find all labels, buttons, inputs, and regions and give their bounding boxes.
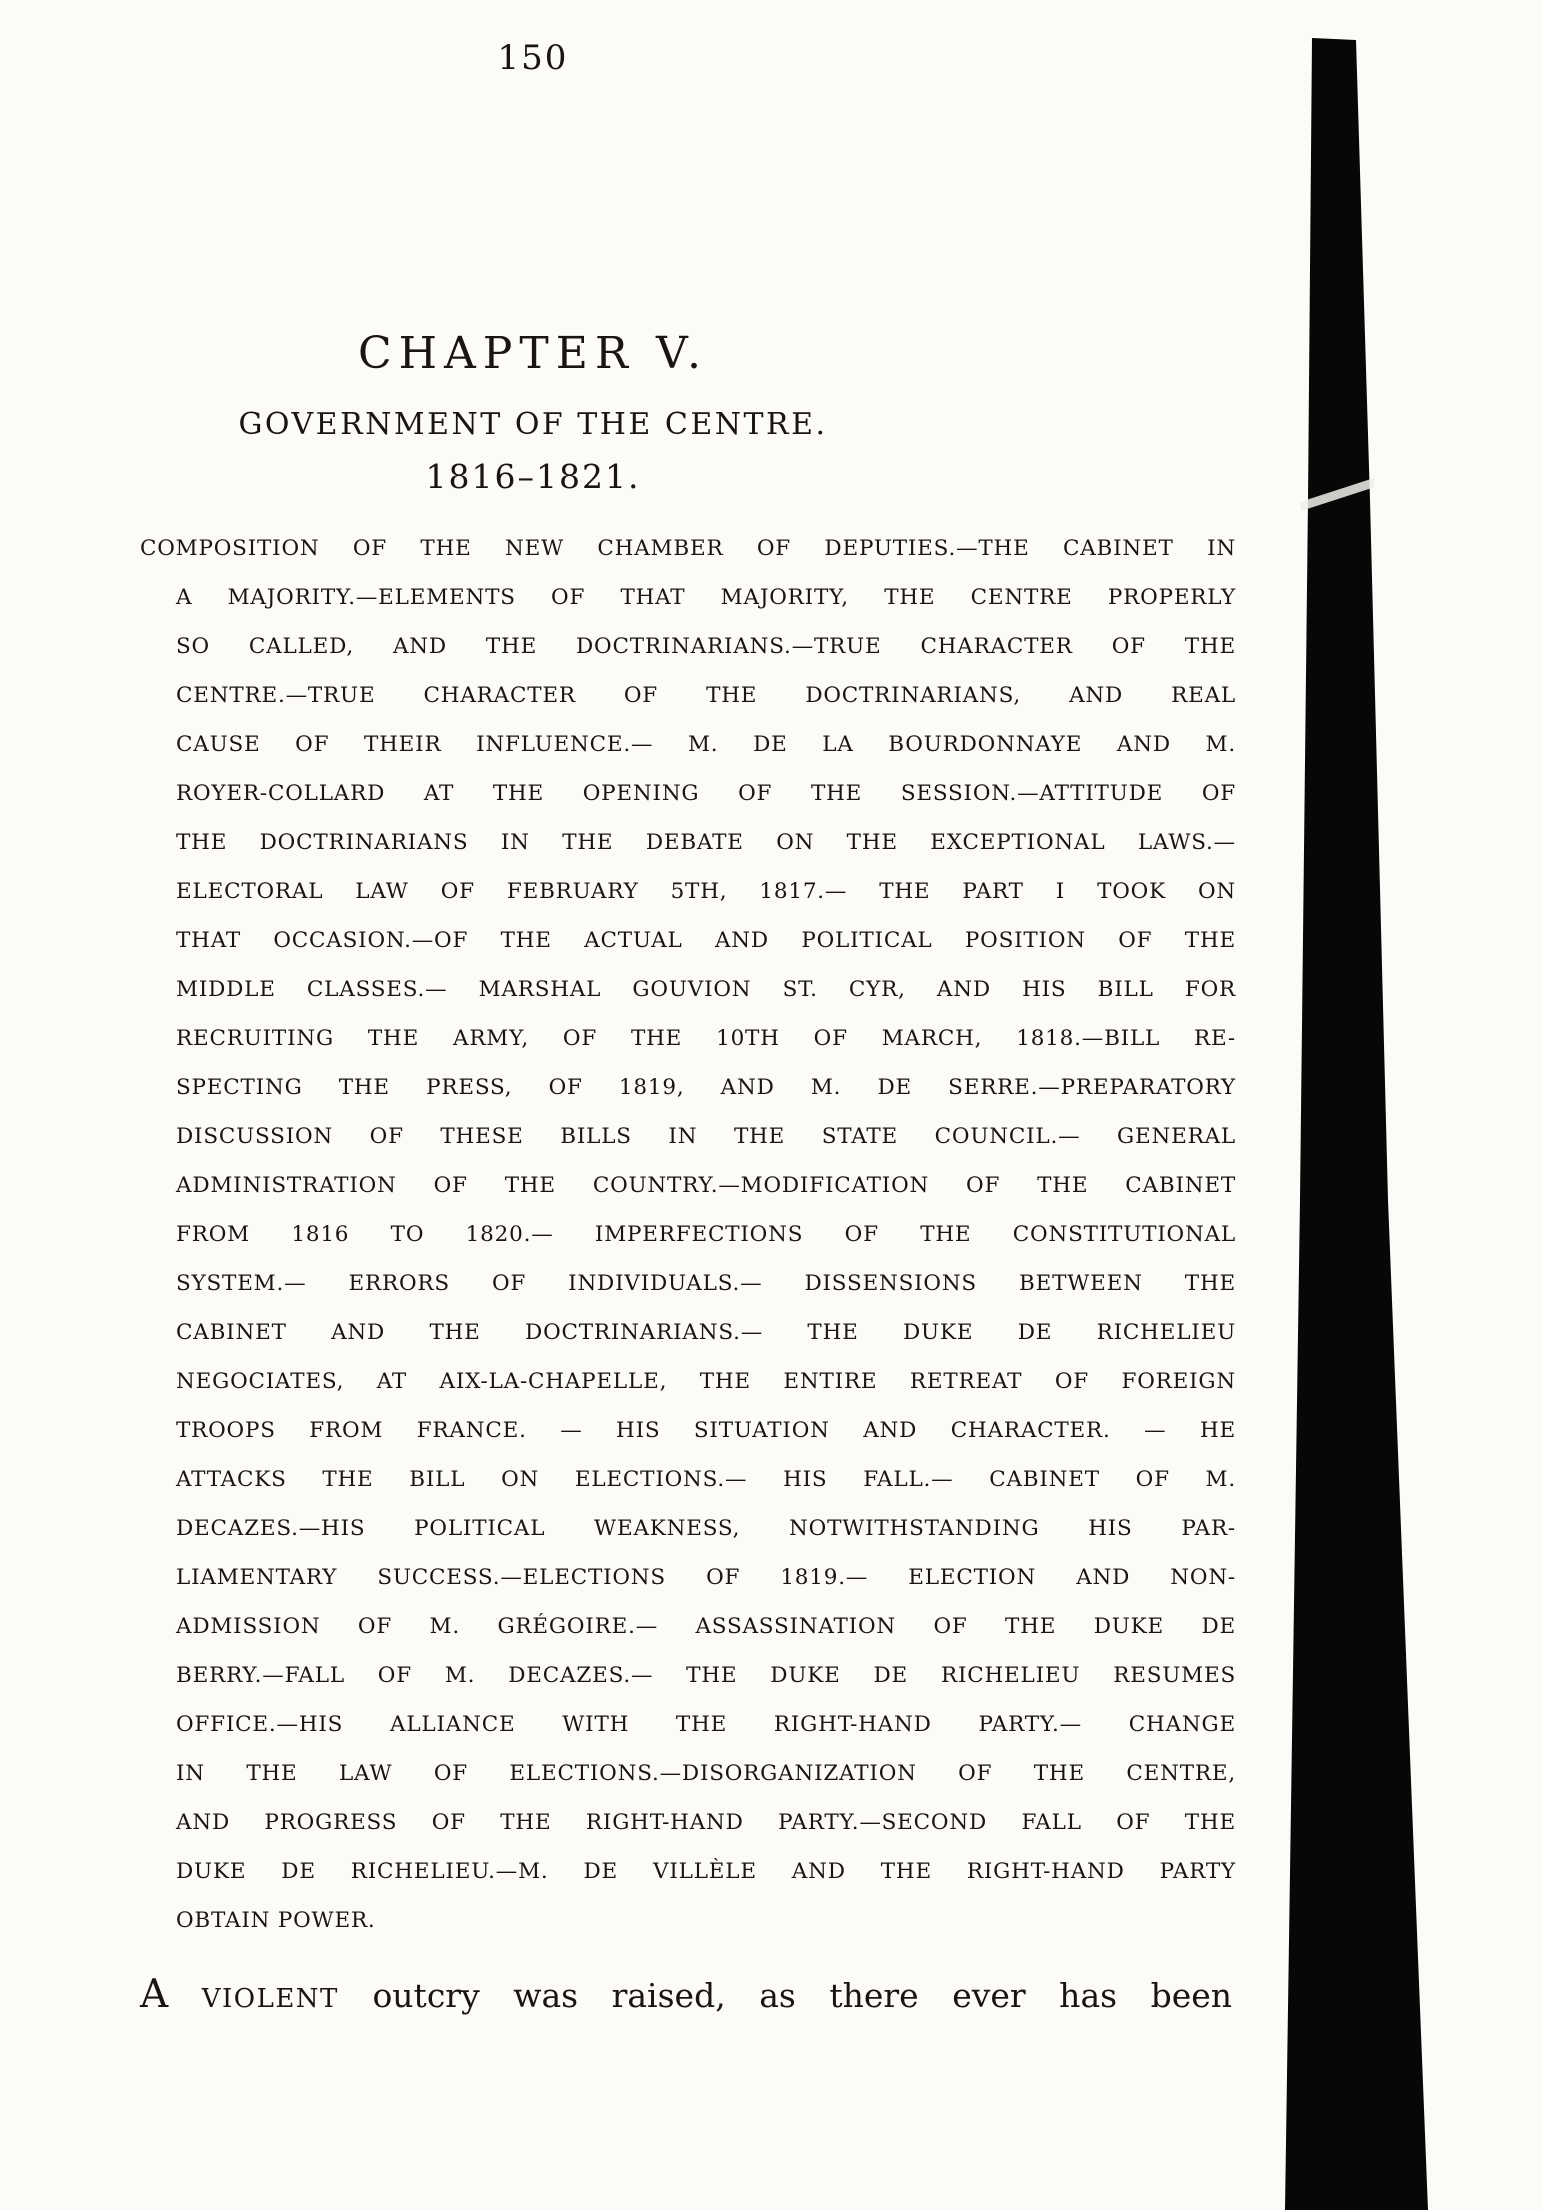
summary-line: SO CALLED, AND THE DOCTRINARIANS.—TRUE CHARACTER OF THE — [176, 634, 1236, 659]
summary-line: DISCUSSION OF THESE BILLS IN THE STATE COUNCIL.— GENERAL — [176, 1124, 1236, 1149]
summary-line: ADMISSION OF M. GRÉGOIRE.— ASSASSINATION OF THE DUKE DE — [176, 1614, 1236, 1639]
summary-line: IN THE LAW OF ELECTIONS.—DISORGANIZATION OF THE CENTRE, — [176, 1761, 1236, 1786]
summary-line: DECAZES.—HIS POLITICAL WEAKNESS, NOTWITHSTANDING HIS PAR- — [176, 1516, 1236, 1541]
body-first-line — [140, 1972, 1232, 2017]
chapter-date-range: 1816–1821. — [425, 457, 641, 496]
summary-line: ROYER-COLLARD AT THE OPENING OF THE SESSION.—ATTITUDE OF — [176, 781, 1236, 806]
lead-capital: A — [140, 1972, 169, 2017]
chapter-summary — [140, 524, 1236, 1945]
chapter-subtitle: GOVERNMENT OF THE CENTRE. — [238, 407, 828, 442]
summary-line: RECRUITING THE ARMY, OF THE 10TH OF MARCH, 1818.—BILL RE- — [176, 1026, 1236, 1051]
summary-line: ATTACKS THE BILL ON ELECTIONS.— HIS FALL.— CABINET OF M. — [176, 1467, 1236, 1492]
summary-line: MIDDLE CLASSES.— MARSHAL GOUVION ST. CYR, AND HIS BILL FOR — [176, 977, 1236, 1002]
lead-smallcaps-word: VIOLENT — [201, 1984, 339, 2014]
summary-line: BERRY.—FALL OF M. DECAZES.— THE DUKE DE RICHELIEU RESUMES — [176, 1663, 1236, 1688]
scan-artifact-black-bar — [1270, 0, 1542, 2210]
summary-line: AND PROGRESS OF THE RIGHT-HAND PARTY.—SECOND FALL OF THE — [176, 1810, 1236, 1835]
summary-line: SYSTEM.— ERRORS OF INDIVIDUALS.— DISSENSIONS BETWEEN THE — [176, 1271, 1236, 1296]
summary-line: NEGOCIATES, AT AIX-LA-CHAPELLE, THE ENTIRE RETREAT OF FOREIGN — [176, 1369, 1236, 1394]
summary-line: CENTRE.—TRUE CHARACTER OF THE DOCTRINARIANS, AND REAL — [176, 683, 1236, 708]
page-number: 150 — [497, 38, 569, 78]
summary-line: FROM 1816 TO 1820.— IMPERFECTIONS OF THE CONSTITUTIONAL — [176, 1222, 1236, 1247]
summary-line: LIAMENTARY SUCCESS.—ELECTIONS OF 1819.— ELECTION AND NON- — [176, 1565, 1236, 1590]
summary-line: TROOPS FROM FRANCE. — HIS SITUATION AND CHARACTER. — HE — [176, 1418, 1236, 1443]
chapter-title: CHAPTER V. — [357, 328, 709, 379]
summary-line: ADMINISTRATION OF THE COUNTRY.—MODIFICATION OF THE CABINET — [176, 1173, 1236, 1198]
summary-line: CABINET AND THE DOCTRINARIANS.— THE DUKE DE RICHELIEU — [176, 1320, 1236, 1345]
summary-line: OFFICE.—HIS ALLIANCE WITH THE RIGHT-HAND PARTY.— CHANGE — [176, 1712, 1236, 1737]
body-text: outcry was raised, as there ever has been — [372, 1976, 1233, 2015]
summary-line: OBTAIN POWER. — [176, 1908, 376, 1933]
summary-line: THE DOCTRINARIANS IN THE DEBATE ON THE EXCEPTIONAL LAWS.— — [176, 830, 1236, 855]
summary-line: DUKE DE RICHELIEU.—M. DE VILLÈLE AND THE RIGHT-HAND PARTY — [176, 1859, 1236, 1884]
summary-line: COMPOSITION OF THE NEW CHAMBER OF DEPUTIES.—THE CABINET IN — [140, 536, 1236, 561]
summary-line: A MAJORITY.—ELEMENTS OF THAT MAJORITY, THE CENTRE PROPERLY — [176, 585, 1236, 610]
summary-line: CAUSE OF THEIR INFLUENCE.— M. DE LA BOURDONNAYE AND M. — [176, 732, 1236, 757]
summary-line: THAT OCCASION.—OF THE ACTUAL AND POLITICAL POSITION OF THE — [176, 928, 1236, 953]
summary-line: SPECTING THE PRESS, OF 1819, AND M. DE SERRE.—PREPARATORY — [176, 1075, 1236, 1100]
summary-line: ELECTORAL LAW OF FEBRUARY 5TH, 1817.— THE PART I TOOK ON — [176, 879, 1236, 904]
